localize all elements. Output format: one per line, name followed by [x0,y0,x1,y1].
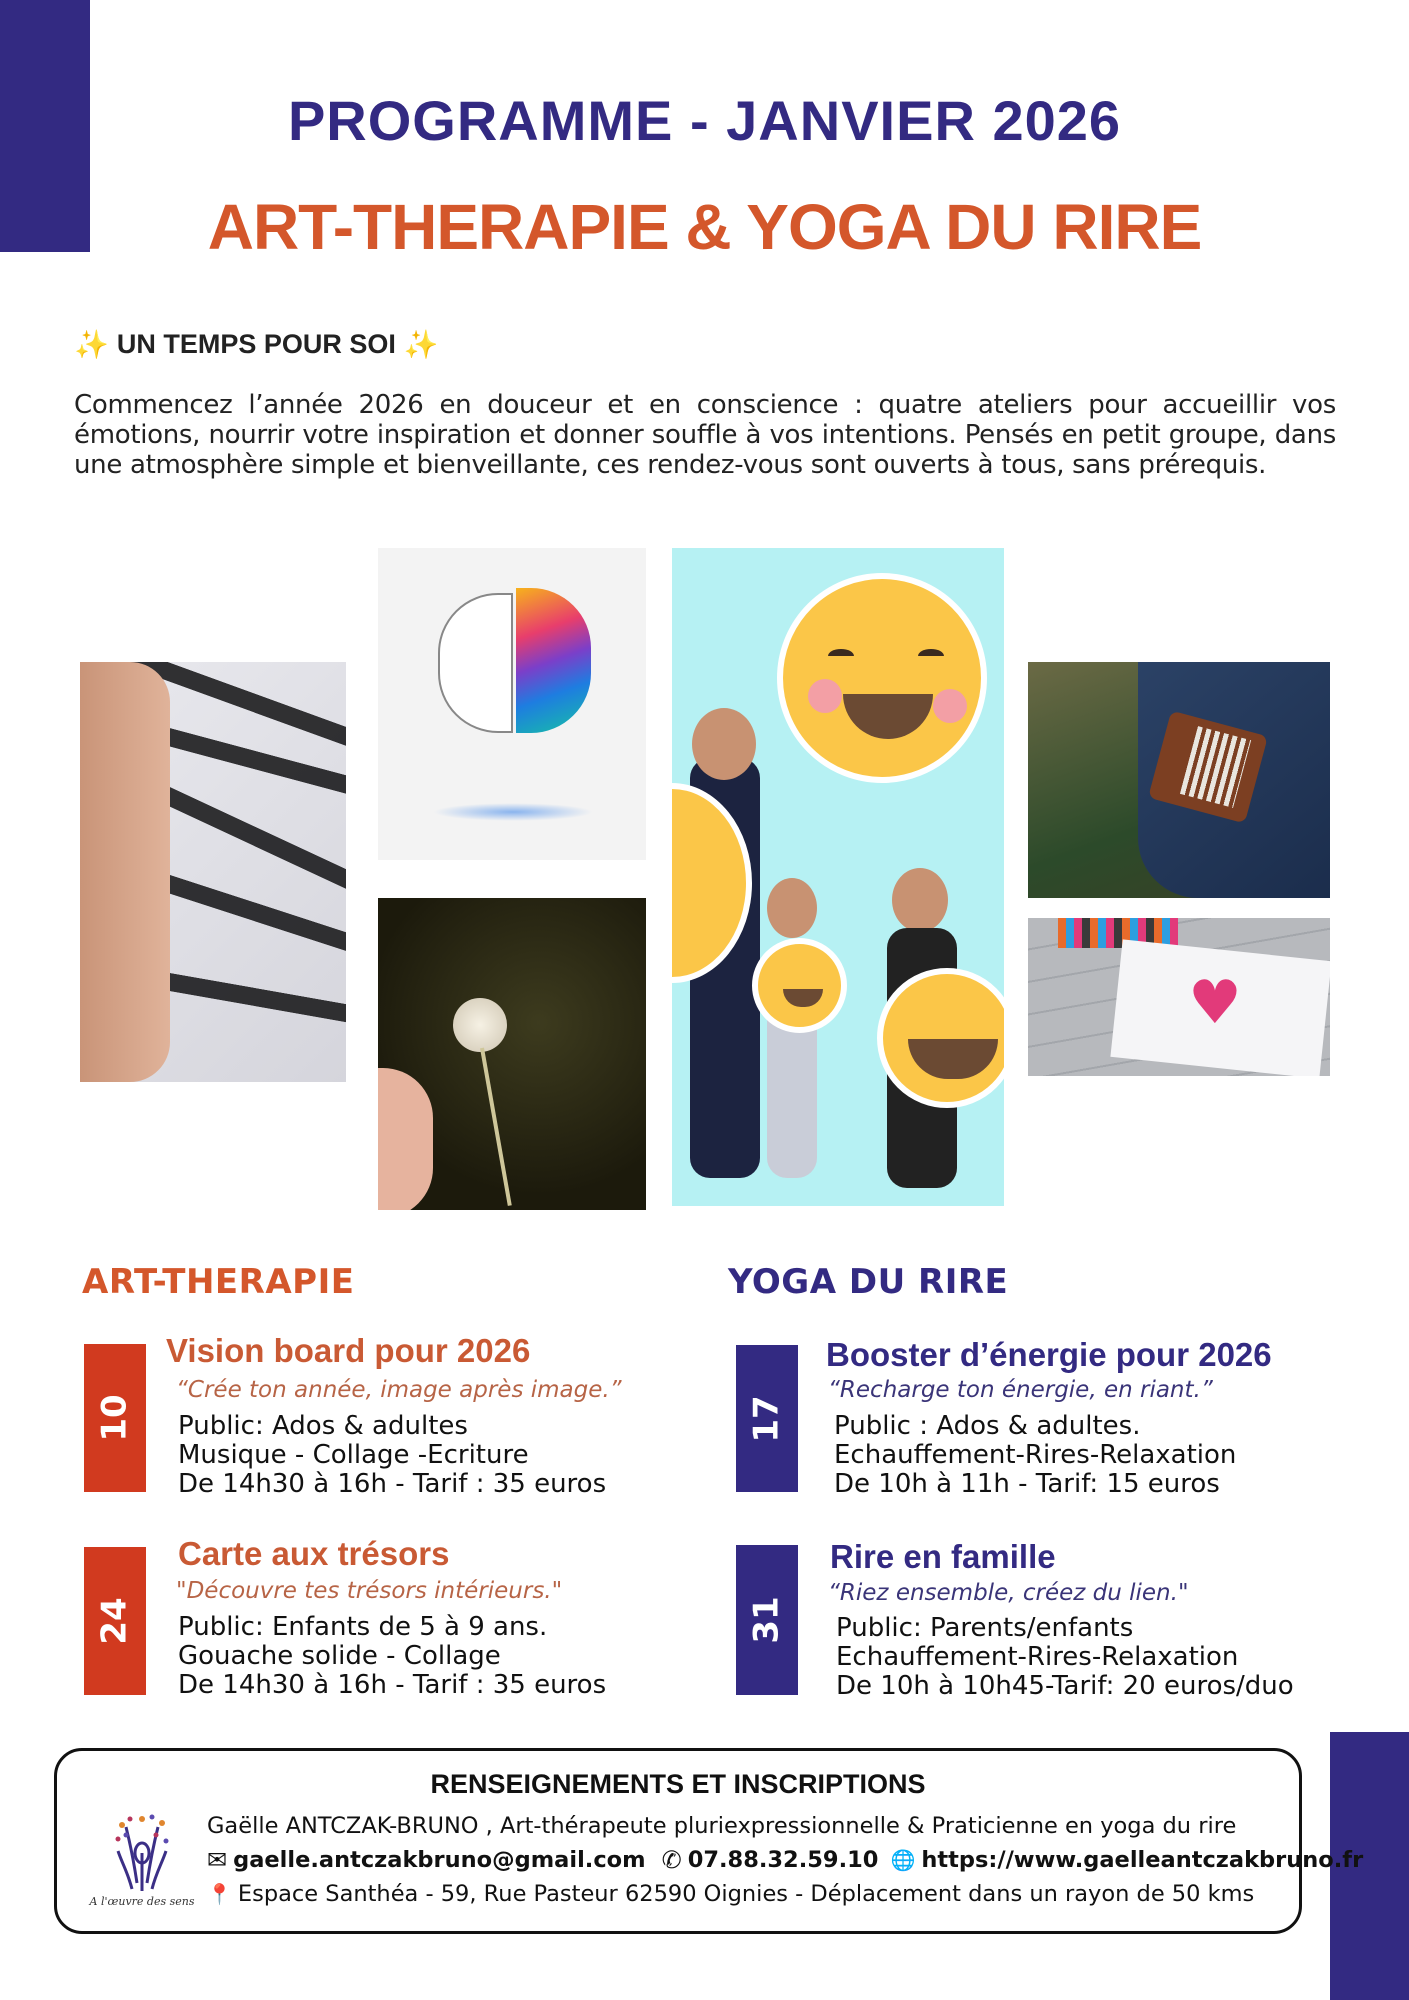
date-badge: 10 [84,1344,146,1492]
email-link[interactable]: gaelle.antczakbruno@gmail.com [233,1847,646,1873]
art-therapie-heading: ART-THERAPIE [82,1262,355,1302]
heart-icon: ♥ [1188,968,1242,1038]
phone-icon: ✆ [661,1846,682,1874]
event-details: Public: Enfants de 5 à 9 ans. Gouache solide - Collage De 14h30 à 16h - Tarif : 35 euros [178,1612,607,1700]
date-badge: 24 [84,1547,146,1695]
date-badge: 17 [736,1345,798,1492]
contact-address: 📍 Espace Santhéa - 59, Rue Pasteur 62590 Oignies - Déplacement dans un rayon de 50 kms [207,1881,1255,1907]
phone-link[interactable]: 07.88.32.59.10 [687,1847,879,1873]
event-quote: "Découvre tes trésors intérieurs." [176,1578,563,1604]
event-title: Booster d’énergie pour 2026 [826,1336,1272,1373]
logo [87,1813,197,1923]
globe-icon: 🌐 [890,1848,916,1872]
laughing-family-emoji-photo [672,548,1004,1206]
page-title: ART-THERAPIE & YOGA DU RIRE [207,191,1202,263]
contact-heading: RENSEIGNEMENTS ET INSCRIPTIONS [430,1769,926,1799]
event-quote: “Riez ensemble, créez du lien." [828,1580,1189,1606]
tagline [74,328,439,361]
heart-drawing-photo [1028,918,1330,1076]
event-quote: “Recharge ton énergie, en riant.” [828,1377,1213,1403]
event-details: Public : Ados & adultes. Echauffement-Rires-Relaxation De 10h à 11h - Tarif: 15 euros [834,1411,1237,1499]
programme-subtitle: PROGRAMME - JANVIER 2026 [287,89,1122,152]
sparkles-icon: ✨ [74,329,109,360]
contact-box [54,1748,1364,1934]
intro-paragraph: Commencez l’année 2026 en douceur et en conscience : quatre ateliers pour accueillir vos émotions, nourrir votre inspiration et donner souffle à vos intentions. Pensés en petit groupe, dans une atmosphère simple et bienveillante, ces rendez-vous sont ouverts à tous, sans prérequis. [74,390,1336,480]
contact-links [207,1847,1363,1873]
event-details: Public: Parents/enfants Echauffement-Rires-Relaxation De 10h à 10h45-Tarif: 20 euros/duo [836,1613,1294,1701]
kalimba-photo [1028,662,1330,898]
date-badge: 31 [736,1545,798,1695]
contact-person: Gaëlle ANTCZAK-BRUNO , Art-thérapeute pluriexpressionnelle & Praticienne en yoga du rire [207,1813,1237,1839]
website-link[interactable]: https://www.gaelleantczakbruno.fr [921,1847,1364,1873]
location-pin-icon: 📍 [207,1882,232,1906]
yoga-du-rire-heading: YOGA DU RIRE [728,1262,1009,1302]
colorful-brain-illustration [378,548,646,860]
event-details: Public: Ados & adultes Musique - Collage -Ecriture De 14h30 à 16h - Tarif : 35 euros [178,1411,607,1499]
tagline-text: UN TEMPS POUR SOI [116,329,396,359]
event-title: Vision board pour 2026 [166,1332,531,1369]
event-title: Rire en famille [830,1538,1056,1575]
event-quote: “Crée ton année, image après image.” [176,1377,622,1403]
tree-logo-icon [112,1813,172,1891]
ink-painting-photo [80,662,346,1082]
sparkles-icon: ✨ [403,329,439,360]
envelope-icon: ✉ [207,1846,228,1874]
dandelion-photo [378,898,646,1210]
event-title: Carte aux trésors [178,1535,450,1572]
logo-caption: A l'œuvre des sens [89,1895,195,1908]
